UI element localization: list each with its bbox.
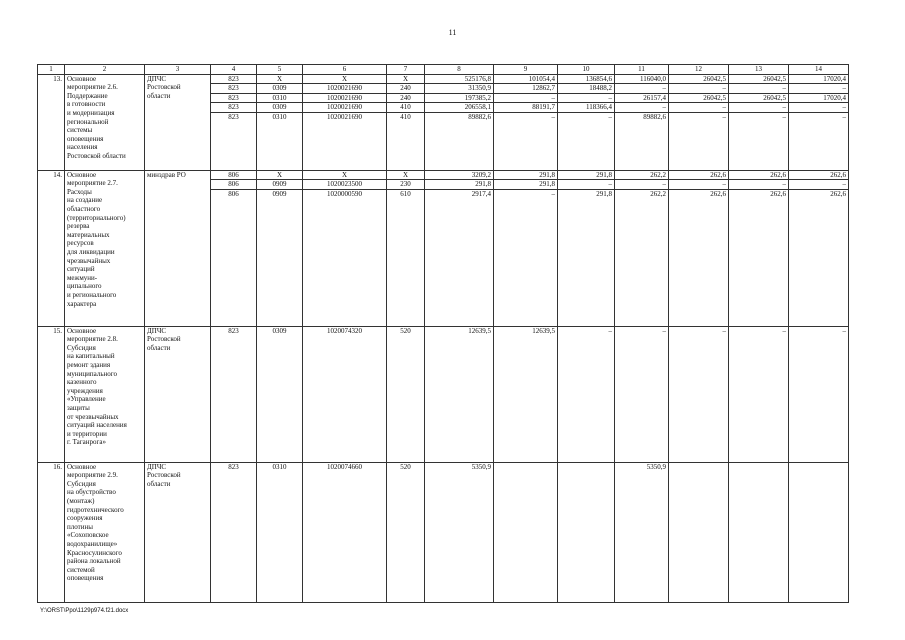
row-number: 15. — [38, 326, 65, 462]
table-row — [38, 326, 849, 462]
value-cell-col-5: X 0309 0310 0309 0310 — [257, 74, 303, 170]
value-cell-col-5: X 0909 0909 — [257, 170, 303, 326]
value-cell-col-11: – — [615, 326, 669, 462]
value-cell-col-13: – — [729, 326, 789, 462]
column-number-3: 3 — [145, 65, 211, 75]
executor: ДПЧС Ростовской области — [145, 74, 211, 170]
value-cell-col-14 — [789, 462, 849, 602]
value-cell-col-8: 525176,8 31350,9 197385,2 206558,1 89882,6 — [425, 74, 494, 170]
value-cell-col-12 — [669, 462, 729, 602]
table-row — [38, 462, 849, 602]
value-cell-col-7: X 230 610 — [387, 170, 425, 326]
file-path: Y:\ORST\Ppo\1129p974.f21.docx — [40, 608, 129, 614]
measure-name: Основное мероприятие 2.8. Субсидия на капитальный ремонт здания муниципального казенного учреждения «Управление защиты от чрезвычайных ситуаций населения и территории г. Таганрога» — [65, 326, 145, 462]
value-cell-col-14: 17020,4 – 17020,4 – – — [789, 74, 849, 170]
table-row — [38, 170, 849, 326]
value-cell-col-10: 136854,6 18488,2 – 118366,4 – — [558, 74, 615, 170]
column-number-5: 5 — [257, 65, 303, 75]
value-cell-col-8: 12639,5 — [425, 326, 494, 462]
measure-name: Основное мероприятие 2.9. Субсидия на обустройство (монтаж) гидротехнического сооружения плотины «Сохоповское водохранилище» Красносулинского района локальной системой оповещения — [65, 462, 145, 602]
value-cell-col-13: 262,6 – 262,6 — [729, 170, 789, 326]
value-cell-col-6: 1020074320 — [303, 326, 387, 462]
column-number-4: 4 — [211, 65, 257, 75]
value-cell-col-6: 1020074660 — [303, 462, 387, 602]
value-cell-col-8: 3209,2 291,8 2917,4 — [425, 170, 494, 326]
row-number: 16. — [38, 462, 65, 602]
value-cell-col-5: 0309 — [257, 326, 303, 462]
value-cell-col-14: 262,6 – 262,6 — [789, 170, 849, 326]
value-cell-col-12: 26042,5 – 26042,5 – – — [669, 74, 729, 170]
column-number-8: 8 — [425, 65, 494, 75]
executor: ДПЧС Ростовской области — [145, 462, 211, 602]
header-row — [38, 65, 849, 75]
row-number: 14. — [38, 170, 65, 326]
value-cell-col-9: 101054,4 12862,7 – 88191,7 – — [494, 74, 558, 170]
data-table — [37, 64, 849, 603]
value-cell-col-13 — [729, 462, 789, 602]
value-cell-col-10 — [558, 462, 615, 602]
value-cell-col-9: 291,8 291,8 – — [494, 170, 558, 326]
value-cell-col-4: 823 823 823 823 823 — [211, 74, 257, 170]
value-cell-col-4: 823 — [211, 326, 257, 462]
page-number: 11 — [448, 28, 457, 37]
value-cell-col-7: 520 — [387, 462, 425, 602]
executor: ДПЧС Ростовской области — [145, 326, 211, 462]
value-cell-col-11: 116040,0 – 26157,4 – 89882,6 — [615, 74, 669, 170]
value-cell-col-4: 823 — [211, 462, 257, 602]
value-cell-col-6: X 1020023500 1020000590 — [303, 170, 387, 326]
value-cell-col-6: X 1020021690 1020021690 1020021690 1020021690 — [303, 74, 387, 170]
measure-name: Основное мероприятие 2.6. Поддержание в готовности и модернизация региональной системы оповещения населения Ростовской области — [65, 74, 145, 170]
value-cell-col-12: – — [669, 326, 729, 462]
measure-name: Основное мероприятие 2.7. Расходы на создание областного (территориального) резерва материальных ресурсов для ликвидации чрезвычайных ситуаций межмуни- ципального и регионального характера — [65, 170, 145, 326]
value-cell-col-9: 12639,5 — [494, 326, 558, 462]
value-cell-col-7: 520 — [387, 326, 425, 462]
value-cell-col-7: X 240 240 410 410 — [387, 74, 425, 170]
column-number-12: 12 — [669, 65, 729, 75]
value-cell-col-9 — [494, 462, 558, 602]
value-cell-col-12: 262,6 – 262,6 — [669, 170, 729, 326]
column-number-11: 11 — [615, 65, 669, 75]
table-row — [38, 74, 849, 170]
value-cell-col-8: 5350,9 — [425, 462, 494, 602]
column-number-13: 13 — [729, 65, 789, 75]
row-number: 13. — [38, 74, 65, 170]
column-number-14: 14 — [789, 65, 849, 75]
value-cell-col-5: 0310 — [257, 462, 303, 602]
column-number-7: 7 — [387, 65, 425, 75]
executor: минздрав РО — [145, 170, 211, 326]
column-number-10: 10 — [558, 65, 615, 75]
value-cell-col-11: 5350,9 — [615, 462, 669, 602]
value-cell-col-4: 806 806 806 — [211, 170, 257, 326]
column-number-6: 6 — [303, 65, 387, 75]
column-number-1: 1 — [38, 65, 65, 75]
value-cell-col-14: – — [789, 326, 849, 462]
column-number-2: 2 — [65, 65, 145, 75]
value-cell-col-13: 26042,5 – 26042,5 – – — [729, 74, 789, 170]
value-cell-col-11: 262,2 – 262,2 — [615, 170, 669, 326]
value-cell-col-10: – — [558, 326, 615, 462]
value-cell-col-10: 291,8 – 291,8 — [558, 170, 615, 326]
column-number-9: 9 — [494, 65, 558, 75]
